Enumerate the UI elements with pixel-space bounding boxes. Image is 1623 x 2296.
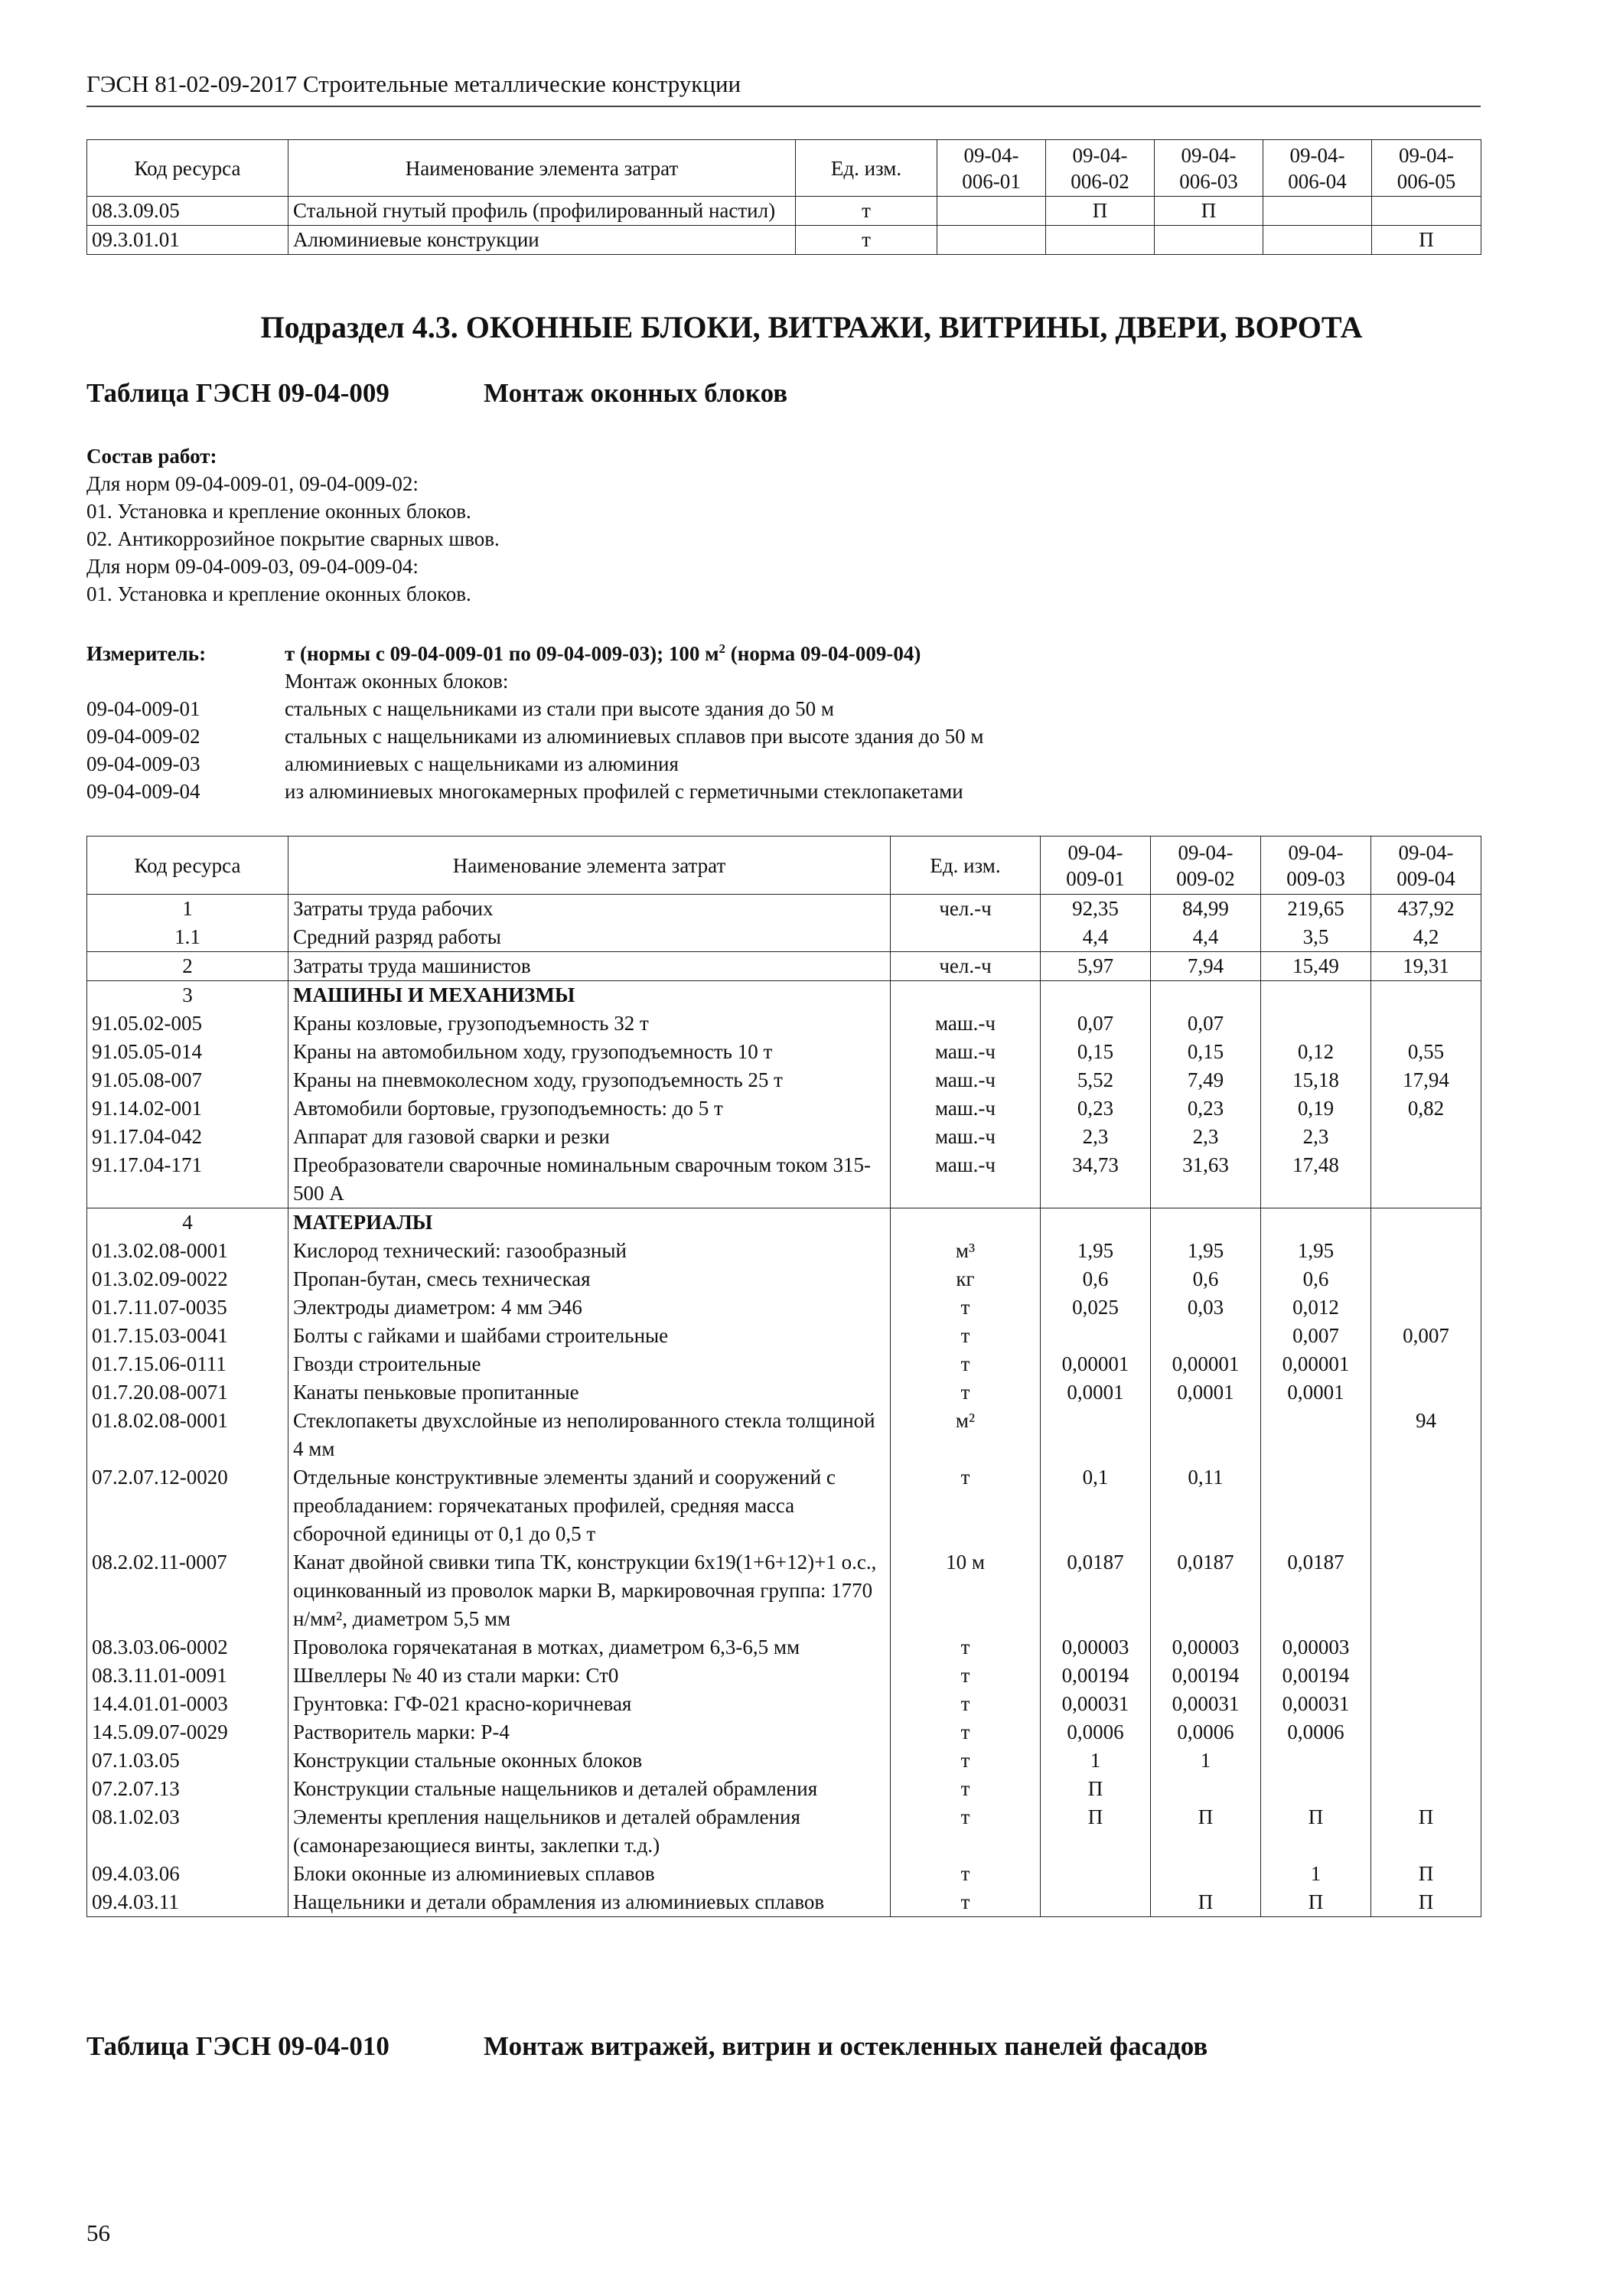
norm-column-header: 09-04- 006-02	[1046, 140, 1155, 197]
cost-item-name: Средний разряд работы	[288, 923, 891, 952]
unit	[891, 1208, 1041, 1238]
table-row	[87, 923, 1481, 952]
norm-definition	[86, 722, 1234, 750]
unit: т	[796, 197, 937, 226]
norm-value: П	[1371, 1888, 1481, 1917]
norm-value	[1041, 1208, 1151, 1238]
norm-text: из алюминиевых многокамерных профилей с герметичными стеклопакетами	[285, 780, 963, 803]
resource-code: 01.8.02.08-0001	[87, 1407, 288, 1463]
norm-value: 0,0187	[1151, 1548, 1261, 1633]
norm-value: 0,23	[1041, 1094, 1151, 1123]
norm-value: 0,00003	[1261, 1633, 1371, 1662]
cost-item-name: Конструкции стальные нащельников и деталей обрамления	[288, 1775, 891, 1803]
norm-value	[1371, 1265, 1481, 1293]
cost-item-name: Алюминиевые конструкции	[288, 226, 796, 255]
norm-value	[1263, 197, 1372, 226]
cost-item-name: Блоки оконные из алюминиевых сплавов	[288, 1860, 891, 1888]
resource-code: 91.17.04-171	[87, 1151, 288, 1208]
norm-value: 0,11	[1151, 1463, 1261, 1548]
norm-value: 5,97	[1041, 952, 1151, 981]
norm-value: 94	[1371, 1407, 1481, 1463]
norm-definition	[86, 778, 1234, 805]
norm-value	[1155, 226, 1263, 255]
norm-value	[1371, 1463, 1481, 1548]
table-name-009: Монтаж оконных блоков	[484, 378, 788, 408]
norm-column-header: 09-04- 009-04	[1371, 837, 1481, 895]
table-row	[87, 1463, 1481, 1548]
norm-value: 0,0187	[1261, 1548, 1371, 1633]
cost-item-name: Автомобили бортовые, грузоподъемность: до 5 т	[288, 1094, 891, 1123]
cost-item-name: Краны козловые, грузоподъемность 32 т	[288, 1009, 891, 1038]
unit: т	[796, 226, 937, 255]
norm-value	[1261, 1407, 1371, 1463]
unit: т	[891, 1860, 1041, 1888]
norm-value: 0,6	[1151, 1265, 1261, 1293]
norm-column-header: 09-04- 009-02	[1151, 837, 1261, 895]
cost-item-name: Электроды диаметром: 4 мм Э46	[288, 1293, 891, 1322]
unit: т	[891, 1662, 1041, 1690]
table-row	[87, 1407, 1481, 1463]
norm-value	[1041, 1407, 1151, 1463]
unit: маш.-ч	[891, 1123, 1041, 1151]
norm-value	[1371, 1718, 1481, 1746]
norm-value	[1263, 226, 1372, 255]
norm-value	[1151, 1775, 1261, 1803]
table-row	[87, 1378, 1481, 1407]
cost-item-name: Затраты труда машинистов	[288, 952, 891, 981]
table-row	[87, 197, 1481, 226]
unit: м²	[891, 1407, 1041, 1463]
cost-item-name: Преобразователи сварочные номинальным сварочным током 315-500 А	[288, 1151, 891, 1208]
meter-value: т (нормы с 09-04-009-01 по 09-04-009-03); 100 $м^2$ (норма 09-04-009-04)	[285, 641, 921, 665]
cost-item-name: Швеллеры № 40 из стали марки: Ст0	[288, 1662, 891, 1690]
norm-value	[1261, 981, 1371, 1010]
table-row	[87, 1123, 1481, 1151]
norm-value: 0,12	[1261, 1038, 1371, 1066]
works-line: Для норм 09-04-009-03, 09-04-009-04:	[86, 555, 419, 578]
norm-value: 7,94	[1151, 952, 1261, 981]
cost-item-name: Растворитель марки: Р-4	[288, 1718, 891, 1746]
norm-value: 0,00194	[1261, 1662, 1371, 1690]
resource-code: 2	[87, 952, 288, 981]
cost-item-name: Кислород технический: газообразный	[288, 1237, 891, 1265]
unit: т	[891, 1746, 1041, 1775]
table-row	[87, 1322, 1481, 1350]
norm-value: 84,99	[1151, 895, 1261, 924]
norm-definition	[86, 695, 1234, 722]
resource-code: 91.05.08-007	[87, 1066, 288, 1094]
norm-value: П	[1155, 197, 1263, 226]
column-header: Ед. изм.	[796, 140, 937, 197]
section-row	[87, 981, 1481, 1010]
norm-code: 09-04-009-01	[86, 697, 200, 720]
norm-value: 0,0187	[1041, 1548, 1151, 1633]
resource-code: 09.3.01.01	[87, 226, 288, 255]
resource-code: 08.2.02.11-0007	[87, 1548, 288, 1633]
resource-code: 01.7.15.06-0111	[87, 1350, 288, 1378]
norm-value: 2,3	[1041, 1123, 1151, 1151]
norm-value	[937, 197, 1046, 226]
table-row	[87, 1151, 1481, 1208]
norm-value: 31,63	[1151, 1151, 1261, 1208]
norm-value	[1151, 1407, 1261, 1463]
norm-value	[1041, 981, 1151, 1010]
norm-value: 4,2	[1371, 923, 1481, 952]
norm-value: П	[1261, 1803, 1371, 1860]
table-row	[87, 895, 1481, 924]
resource-code: 01.7.15.03-0041	[87, 1322, 288, 1350]
norm-value: П	[1041, 1775, 1151, 1803]
cost-item-name: Аппарат для газовой сварки и резки	[288, 1123, 891, 1151]
resource-code: 1	[87, 895, 288, 924]
table-row	[87, 1888, 1481, 1917]
norm-value: 0,6	[1041, 1265, 1151, 1293]
norm-value	[1261, 1208, 1371, 1238]
norm-value: П	[1151, 1803, 1261, 1860]
norm-value: 92,35	[1041, 895, 1151, 924]
resource-code: 3	[87, 981, 288, 1010]
norm-value: 437,92	[1371, 895, 1481, 924]
norm-value	[1046, 226, 1155, 255]
unit: т	[891, 1350, 1041, 1378]
norm-value: 0,007	[1371, 1322, 1481, 1350]
norm-value	[1371, 1208, 1481, 1238]
norm-text: алюминиевых с нащельниками из алюминия	[285, 752, 679, 775]
norm-definition	[86, 750, 1234, 778]
table-row	[87, 1293, 1481, 1322]
norm-value: П	[1371, 1860, 1481, 1888]
norm-value: 0,55	[1371, 1038, 1481, 1066]
norm-value: 1,95	[1151, 1237, 1261, 1265]
resource-code: 07.1.03.05	[87, 1746, 288, 1775]
norm-value: 0,00031	[1151, 1690, 1261, 1718]
unit: т	[891, 1633, 1041, 1662]
section-row	[87, 1208, 1481, 1238]
resource-code: 09.4.03.06	[87, 1860, 288, 1888]
norm-value: П	[1151, 1888, 1261, 1917]
norm-value: 4,4	[1151, 923, 1261, 952]
table-row	[87, 1633, 1481, 1662]
norm-column-header: 09-04- 006-05	[1372, 140, 1481, 197]
resource-code: 01.3.02.09-0022	[87, 1265, 288, 1293]
column-header: Наименование элемента затрат	[288, 837, 891, 895]
cost-item-name: МАТЕРИАЛЫ	[288, 1208, 891, 1238]
resource-code: 08.3.09.05	[87, 197, 288, 226]
norm-value: 1,95	[1261, 1237, 1371, 1265]
norm-value: 0,19	[1261, 1094, 1371, 1123]
norm-value	[1371, 1237, 1481, 1265]
works-line: Для норм 09-04-009-01, 09-04-009-02:	[86, 472, 419, 495]
cost-item-name: МАШИНЫ И МЕХАНИЗМЫ	[288, 981, 891, 1010]
cost-item-name: Грунтовка: ГФ-021 красно-коричневая	[288, 1690, 891, 1718]
unit	[891, 981, 1041, 1010]
norm-value: 0,007	[1261, 1322, 1371, 1350]
norm-column-header: 09-04- 006-03	[1155, 140, 1263, 197]
works-list	[86, 470, 500, 608]
resource-code: 91.05.05-014	[87, 1038, 288, 1066]
unit: т	[891, 1775, 1041, 1803]
unit: кг	[891, 1265, 1041, 1293]
unit: т	[891, 1463, 1041, 1548]
norm-value	[1371, 1548, 1481, 1633]
cost-item-name: Пропан-бутан, смесь техническая	[288, 1265, 891, 1293]
table-row	[87, 1548, 1481, 1633]
norm-value	[1371, 1662, 1481, 1690]
norm-text: стальных с нащельниками из алюминиевых сплавов при высоте здания до 50 м	[285, 725, 984, 748]
norm-value: 0,00031	[1041, 1690, 1151, 1718]
norm-column-header: 09-04- 009-01	[1041, 837, 1151, 895]
main-resource-table	[86, 836, 1481, 1917]
norm-value: 0,00031	[1261, 1690, 1371, 1718]
norm-text: стальных с нащельниками из стали при высоте здания до 50 м	[285, 697, 834, 720]
cost-item-name: Нащельники и детали обрамления из алюминиевых сплавов	[288, 1888, 891, 1917]
norm-value: 0,07	[1041, 1009, 1151, 1038]
cost-item-name: Краны на пневмоколесном ходу, грузоподъемность 25 т	[288, 1066, 891, 1094]
norm-value	[1261, 1775, 1371, 1803]
norm-value: П	[1372, 226, 1481, 255]
unit: чел.-ч	[891, 952, 1041, 981]
cost-item-name: Канаты пеньковые пропитанные	[288, 1378, 891, 1407]
norm-column-header: 09-04- 006-04	[1263, 140, 1372, 197]
norm-value: 1	[1041, 1746, 1151, 1775]
norm-value	[1041, 1860, 1151, 1888]
norm-value: П	[1261, 1888, 1371, 1917]
cost-item-name: Отдельные конструктивные элементы зданий и сооружений с преобладанием: горячекатаных профилей, средняя масса сборочной единицы от 0,1 до 0,5 т	[288, 1463, 891, 1548]
unit: маш.-ч	[891, 1066, 1041, 1094]
table-row	[87, 1775, 1481, 1803]
table-row	[87, 1094, 1481, 1123]
norm-value: 4,4	[1041, 923, 1151, 952]
norm-value: 2,3	[1261, 1123, 1371, 1151]
unit: т	[891, 1888, 1041, 1917]
norm-value	[1371, 1123, 1481, 1151]
norm-value	[1371, 981, 1481, 1010]
norm-value: 0,0006	[1041, 1718, 1151, 1746]
resource-code: 09.4.03.11	[87, 1888, 288, 1917]
unit: т	[891, 1293, 1041, 1322]
table-row	[87, 1237, 1481, 1265]
subsection-title: Подраздел 4.3. ОКОННЫЕ БЛОКИ, ВИТРАЖИ, ВИТРИНЫ, ДВЕРИ, ВОРОТА	[260, 310, 1363, 344]
norm-value: 5,52	[1041, 1066, 1151, 1094]
unit: м³	[891, 1237, 1041, 1265]
norm-value: 2,3	[1151, 1123, 1261, 1151]
resource-code: 4	[87, 1208, 288, 1238]
norm-value	[1371, 1690, 1481, 1718]
cost-item-name: Стеклопакеты двухслойные из неполированного стекла толщиной 4 мм	[288, 1407, 891, 1463]
norm-value: 1,95	[1041, 1237, 1151, 1265]
norm-value	[1372, 197, 1481, 226]
unit: т	[891, 1690, 1041, 1718]
table-row	[87, 1038, 1481, 1066]
norm-value: 0,15	[1151, 1038, 1261, 1066]
norm-value: 0,23	[1151, 1094, 1261, 1123]
column-header: Код ресурса	[87, 837, 288, 895]
column-header: Ед. изм.	[891, 837, 1041, 895]
cost-item-name: Болты с гайками и шайбами строительные	[288, 1322, 891, 1350]
unit: т	[891, 1718, 1041, 1746]
norm-value	[1041, 1322, 1151, 1350]
table-row	[87, 1066, 1481, 1094]
norm-value: 19,31	[1371, 952, 1481, 981]
norm-code: 09-04-009-03	[86, 752, 200, 775]
norm-value	[1371, 1350, 1481, 1378]
norm-value: 34,73	[1041, 1151, 1151, 1208]
cost-item-name: Конструкции стальные оконных блоков	[288, 1746, 891, 1775]
norm-value: 15,49	[1261, 952, 1371, 981]
table-row	[87, 1860, 1481, 1888]
norm-value	[1041, 1888, 1151, 1917]
norm-value: 0,07	[1151, 1009, 1261, 1038]
table-row	[87, 1690, 1481, 1718]
norm-value	[1371, 1151, 1481, 1208]
resource-code: 91.14.02-001	[87, 1094, 288, 1123]
works-line: 02. Антикоррозийное покрытие сварных швов.	[86, 527, 500, 550]
meter-label: Измеритель:	[86, 642, 207, 665]
norm-value: 0,82	[1371, 1094, 1481, 1123]
norm-code: 09-04-009-04	[86, 780, 200, 803]
resource-code: 14.5.09.07-0029	[87, 1718, 288, 1746]
norm-value: П	[1046, 197, 1155, 226]
norm-value: 1	[1151, 1746, 1261, 1775]
unit: маш.-ч	[891, 1151, 1041, 1208]
resource-code: 08.1.02.03	[87, 1803, 288, 1860]
resource-code: 01.3.02.08-0001	[87, 1237, 288, 1265]
norm-value: 0,00003	[1041, 1633, 1151, 1662]
unit: чел.-ч	[891, 895, 1041, 924]
norm-value: 0,0001	[1151, 1378, 1261, 1407]
norm-value	[1371, 1633, 1481, 1662]
table-row	[87, 226, 1481, 255]
norm-value	[1261, 1009, 1371, 1038]
norm-value	[1371, 1378, 1481, 1407]
norm-value: 0,6	[1261, 1265, 1371, 1293]
unit: т	[891, 1803, 1041, 1860]
norm-value	[1261, 1463, 1371, 1548]
unit: маш.-ч	[891, 1009, 1041, 1038]
resource-code: 08.3.11.01-0091	[87, 1662, 288, 1690]
resource-code: 91.17.04-042	[87, 1123, 288, 1151]
norm-value	[1151, 1208, 1261, 1238]
cost-item-name: Краны на автомобильном ходу, грузоподъемность 10 т	[288, 1038, 891, 1066]
norm-value	[1371, 1009, 1481, 1038]
resource-code: 91.05.02-005	[87, 1009, 288, 1038]
table-name-010: Монтаж витражей, витрин и остекленных панелей фасадов	[484, 2031, 1208, 2061]
table-number-010: Таблица ГЭСН 09-04-010	[86, 2031, 389, 2061]
norm-value: 0,00003	[1151, 1633, 1261, 1662]
table-row	[87, 1718, 1481, 1746]
unit	[891, 923, 1041, 952]
resource-code: 14.4.01.01-0003	[87, 1690, 288, 1718]
table-row	[87, 952, 1481, 981]
norm-value: 0,00001	[1151, 1350, 1261, 1378]
norm-column-header: 09-04- 006-01	[937, 140, 1046, 197]
norm-value	[1371, 1746, 1481, 1775]
meter-intro: Монтаж оконных блоков:	[285, 670, 509, 693]
norm-value	[1261, 1746, 1371, 1775]
norm-value: 17,48	[1261, 1151, 1371, 1208]
norm-value: 15,18	[1261, 1066, 1371, 1094]
resource-code: 07.2.07.12-0020	[87, 1463, 288, 1548]
norm-value: 17,94	[1371, 1066, 1481, 1094]
cost-item-name: Элементы крепления нащельников и деталей обрамления (самонарезающиеся винты, заклепки т.д.)	[288, 1803, 891, 1860]
norm-value: 0,00194	[1151, 1662, 1261, 1690]
resource-code: 07.2.07.13	[87, 1775, 288, 1803]
works-line: 01. Установка и крепление оконных блоков.	[86, 582, 471, 605]
norm-value: 7,49	[1151, 1066, 1261, 1094]
norm-value: 0,0006	[1261, 1718, 1371, 1746]
norm-value: 1	[1261, 1860, 1371, 1888]
norm-value: 0,025	[1041, 1293, 1151, 1322]
norms-list	[86, 695, 1234, 805]
norm-value	[1371, 1293, 1481, 1322]
norm-value: 0,012	[1261, 1293, 1371, 1322]
norm-value: П	[1371, 1803, 1481, 1860]
norm-value: 0,03	[1151, 1293, 1261, 1322]
resource-code: 01.7.20.08-0071	[87, 1378, 288, 1407]
norm-value: 0,15	[1041, 1038, 1151, 1066]
norm-value: 0,0006	[1151, 1718, 1261, 1746]
cost-item-name: Гвозди строительные	[288, 1350, 891, 1378]
resource-code: 01.7.11.07-0035	[87, 1293, 288, 1322]
unit: маш.-ч	[891, 1038, 1041, 1066]
table-row	[87, 1746, 1481, 1775]
norm-value	[937, 226, 1046, 255]
norm-value: 0,00194	[1041, 1662, 1151, 1690]
page-header-title: ГЭСН 81-02-09-2017 Строительные металлические конструкции	[86, 70, 741, 97]
table-row	[87, 1803, 1481, 1860]
norm-value	[1151, 1322, 1261, 1350]
unit: т	[891, 1322, 1041, 1350]
works-line: 01. Установка и крепление оконных блоков.	[86, 500, 471, 523]
resource-code: 08.3.03.06-0002	[87, 1633, 288, 1662]
works-title: Состав работ:	[86, 445, 217, 468]
norm-value	[1151, 1860, 1261, 1888]
unit: 10 м	[891, 1548, 1041, 1633]
norm-value: 0,00001	[1041, 1350, 1151, 1378]
norm-value	[1371, 1775, 1481, 1803]
norm-code: 09-04-009-02	[86, 725, 200, 748]
column-header: Наименование элемента затрат	[288, 140, 796, 197]
cost-item-name: Проволока горячекатаная в мотках, диаметром 6,3-6,5 мм	[288, 1633, 891, 1662]
cost-item-name: Стальной гнутый профиль (профилированный настил)	[288, 197, 796, 226]
norm-value: 0,0001	[1261, 1378, 1371, 1407]
unit: маш.-ч	[891, 1094, 1041, 1123]
norm-value: 219,65	[1261, 895, 1371, 924]
unit: т	[891, 1378, 1041, 1407]
header-divider	[86, 106, 1481, 107]
column-header: Код ресурса	[87, 140, 288, 197]
table-number-009: Таблица ГЭСН 09-04-009	[86, 378, 389, 408]
norm-value: 0,00001	[1261, 1350, 1371, 1378]
norm-value: 0,0001	[1041, 1378, 1151, 1407]
table-row	[87, 1265, 1481, 1293]
top-resource-table	[86, 139, 1481, 255]
norm-value: П	[1041, 1803, 1151, 1860]
table-row	[87, 1350, 1481, 1378]
cost-item-name: Канат двойной свивки типа ТК, конструкции 6х19(1+6+12)+1 о.с., оцинкованный из проволок марки В, маркировочная группа: 1770 н/мм², диаметром 5,5 мм	[288, 1548, 891, 1633]
norm-column-header: 09-04- 009-03	[1261, 837, 1371, 895]
cost-item-name: Затраты труда рабочих	[288, 895, 891, 924]
table-row	[87, 1662, 1481, 1690]
norm-value: 0,1	[1041, 1463, 1151, 1548]
table-row	[87, 1009, 1481, 1038]
norm-value: 3,5	[1261, 923, 1371, 952]
resource-code: 1.1	[87, 923, 288, 952]
norm-value	[1151, 981, 1261, 1010]
page-number: 56	[86, 2219, 110, 2246]
